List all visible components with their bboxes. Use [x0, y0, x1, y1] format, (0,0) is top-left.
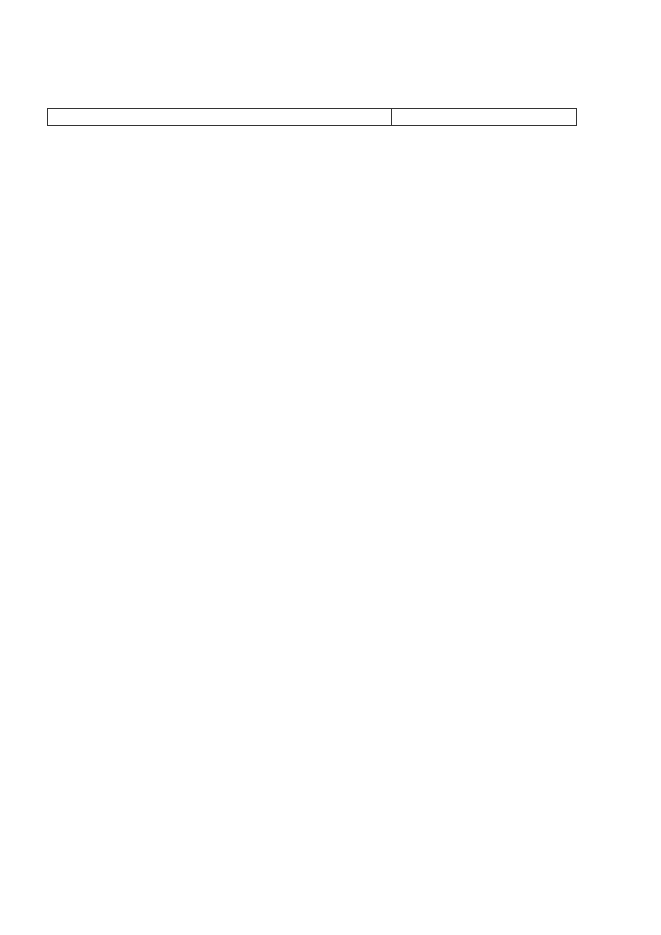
- characteristics-table: [47, 108, 577, 126]
- page-content: [47, 95, 581, 140]
- header-value: [391, 109, 576, 126]
- header-parameter: [48, 109, 392, 126]
- table-header-row: [48, 109, 577, 126]
